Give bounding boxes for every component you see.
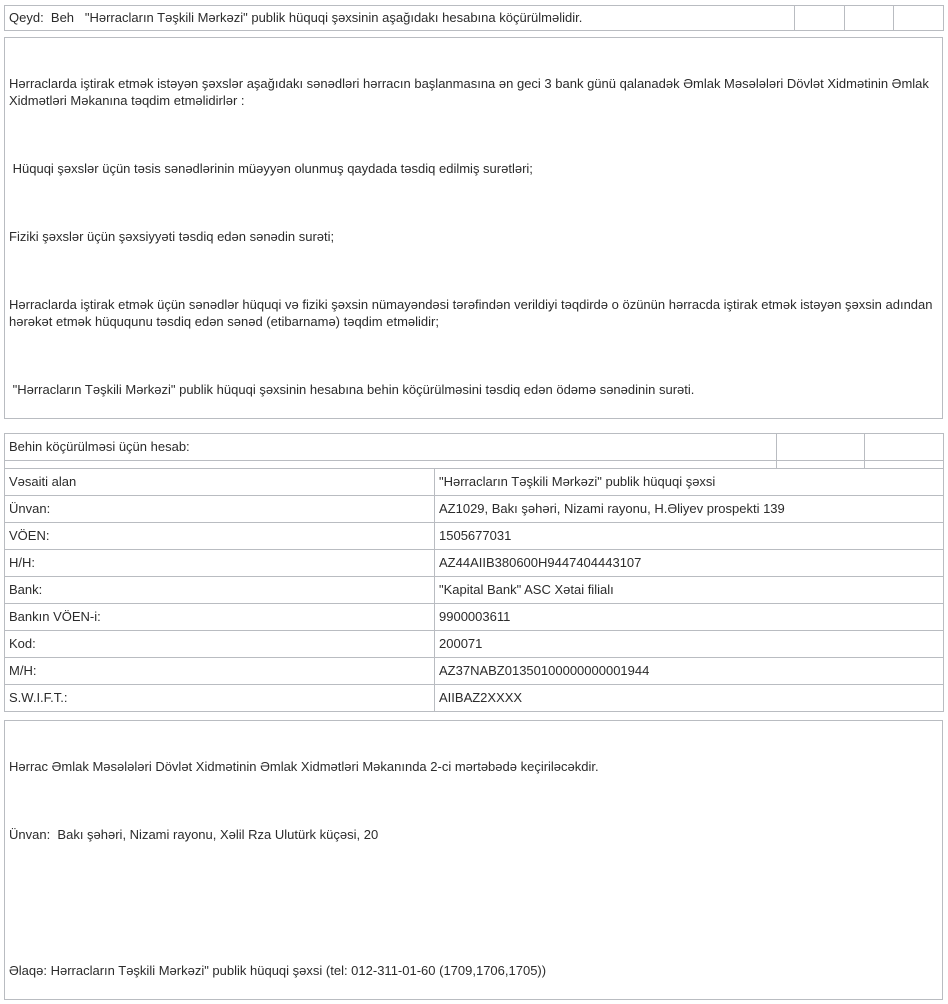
- account-row-label: Kod:: [5, 631, 435, 658]
- title-empty-cell-1: [777, 434, 865, 461]
- account-row-value: 9900003611: [435, 604, 944, 631]
- requirements-line: "Hərracların Təşkili Mərkəzi" publik hüquqi şəxsinin hesabına behin köçürülməsini təsdiq edən ödəmə sənədinin surəti.: [9, 382, 695, 397]
- footer-block: [4, 720, 943, 1000]
- account-row-label: M/H:: [5, 658, 435, 685]
- account-table-row: [5, 604, 944, 631]
- notice-table: [4, 5, 944, 31]
- account-row-value: 1505677031: [435, 523, 944, 550]
- spacer-cell: [777, 461, 865, 469]
- account-table-row: [5, 658, 944, 685]
- account-table-row: [5, 685, 944, 712]
- footer-line: [9, 894, 938, 911]
- requirements-line: Fiziki şəxslər üçün şəxsiyyəti təsdiq edən sənədin surəti;: [9, 229, 335, 244]
- account-table-row: [5, 469, 944, 496]
- notice-row: [5, 6, 944, 31]
- account-table-spacer-row: [5, 461, 944, 469]
- account-row-label: Vəsaiti alan: [5, 469, 435, 496]
- requirements-line: Hərraclarda iştirak etmək üçün sənədlər hüquqi və fiziki şəxsin nümayəndəsi tərəfindən verildiyi təqdirdə o özünün hərracda iştirak etmək istəyən şəxsin adından hərəkət etmək hüququnu təsdiq edən sənəd (etibarnamə) təqdim etməlidir;: [9, 297, 937, 329]
- account-table-row: [5, 631, 944, 658]
- account-table-row: [5, 550, 944, 577]
- account-table-body: [5, 469, 944, 712]
- spacer-cell: [865, 461, 944, 469]
- account-row-value: AZ37NABZ01350100000000001944: [435, 658, 944, 685]
- account-row-value: "Kapital Bank" ASC Xətai filialı: [435, 577, 944, 604]
- account-row-label: S.W.I.F.T.:: [5, 685, 435, 712]
- account-row-value: AIIBAZ2XXXX: [435, 685, 944, 712]
- account-table-row: [5, 496, 944, 523]
- account-row-label: H/H:: [5, 550, 435, 577]
- footer-line: Ünvan: Bakı şəhəri, Nizami rayonu, Xəlil Rza Ulutürk küçəsi, 20: [9, 827, 379, 842]
- notice-cell: Qeyd: Beh "Hərracların Təşkili Mərkəzi" publik hüquqi şəxsinin aşağıdakı hesabına köçürülməlidir.: [5, 6, 795, 31]
- footer-line: Əlaqə: Hərracların Təşkili Mərkəzi" publik hüquqi şəxsi (tel: 012-311-01-60 (1709,1706,1705)): [9, 963, 547, 978]
- account-table: [4, 433, 944, 712]
- notice-empty-cell-1: [795, 6, 845, 31]
- account-row-value: AZ44AIIB380600H9447404443107: [435, 550, 944, 577]
- account-table-row: [5, 577, 944, 604]
- requirements-line: Hərraclarda iştirak etmək istəyən şəxslər aşağıdakı sənədləri hərracın başlanmasına ən geci 3 bank günü qalanadək Əmlak Məsələləri Dövlət Xidmətinin Əmlak Xidmətləri Məkanına təqdim etməlidirlər :: [9, 76, 933, 108]
- account-table-title-row: [5, 434, 944, 461]
- requirements-line: Hüquqi şəxslər üçün təsis sənədlərinin müəyyən olunmuş qaydada təsdiq edilmiş surətləri;: [9, 161, 533, 176]
- notice-empty-cell-2: [845, 6, 894, 31]
- requirements-block: [4, 37, 943, 419]
- account-row-value: AZ1029, Bakı şəhəri, Nizami rayonu, H.Əliyev prospekti 139: [435, 496, 944, 523]
- spacer-cell: [5, 461, 777, 469]
- account-table-title: Behin köçürülməsi üçün hesab:: [5, 434, 777, 461]
- account-row-value: 200071: [435, 631, 944, 658]
- account-row-label: Bank:: [5, 577, 435, 604]
- account-table-row: [5, 523, 944, 550]
- footer-line: Hərrac Əmlak Məsələləri Dövlət Xidmətinin Əmlak Xidmətləri Məkanında 2-ci mərtəbədə keçiriləcəkdir.: [9, 759, 599, 774]
- account-row-label: Bankın VÖEN-i:: [5, 604, 435, 631]
- title-empty-cell-2: [865, 434, 944, 461]
- account-row-label: Ünvan:: [5, 496, 435, 523]
- notice-empty-cell-3: [894, 6, 944, 31]
- account-row-value: "Hərracların Təşkili Mərkəzi" publik hüquqi şəxsi: [435, 469, 944, 496]
- account-row-label: VÖEN:: [5, 523, 435, 550]
